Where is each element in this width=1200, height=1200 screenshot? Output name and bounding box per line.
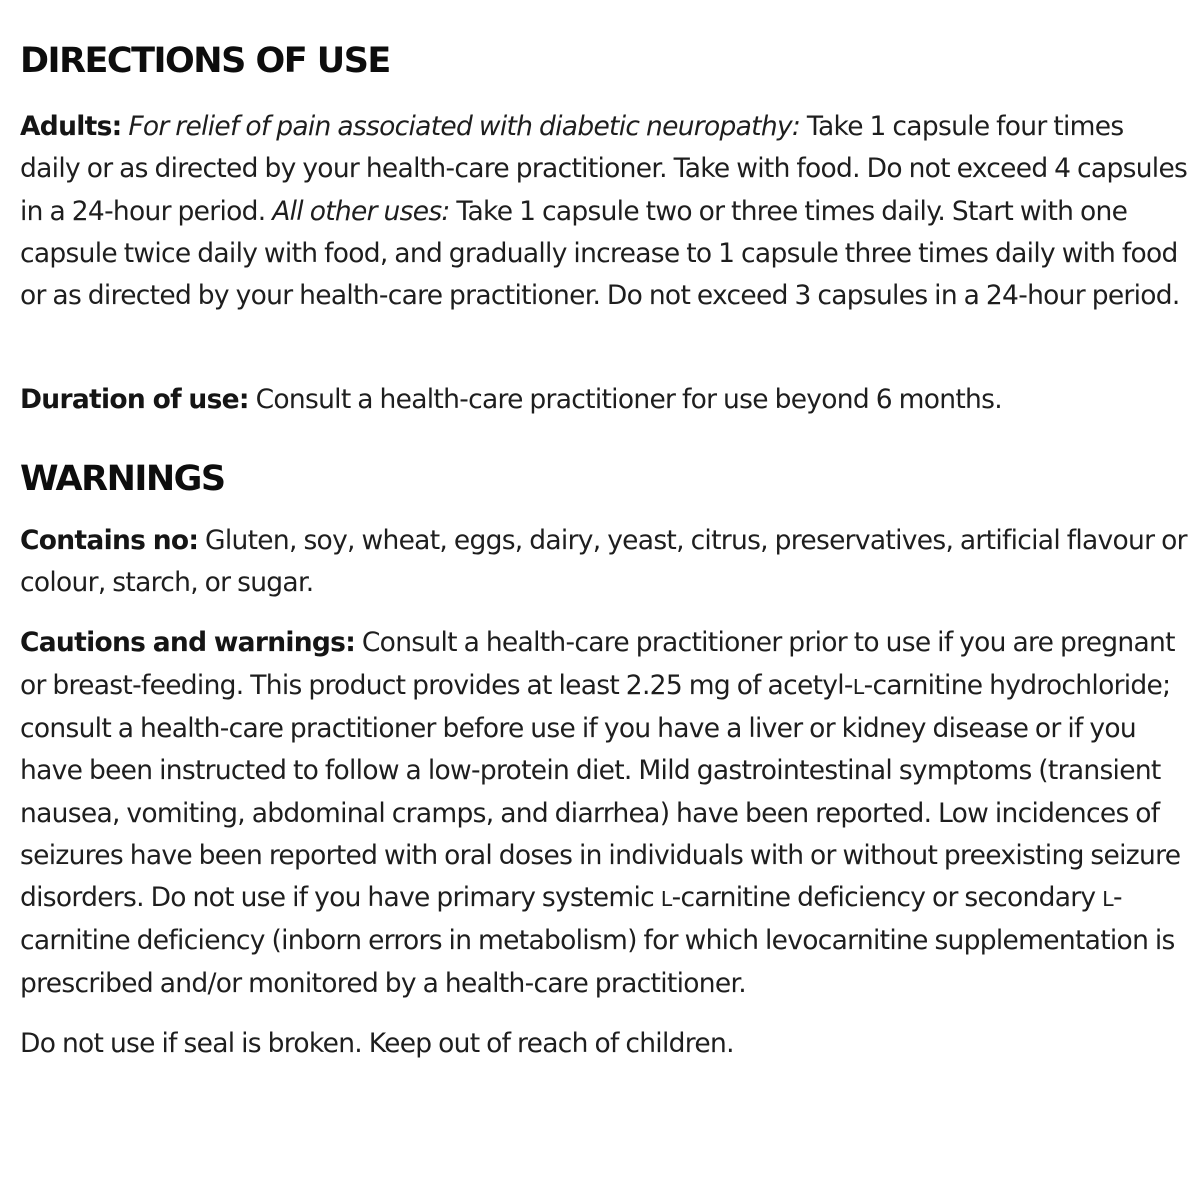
cautions-text-3: -carnitine deficiency or secondary	[671, 882, 1103, 914]
cautions-text-2: -carnitine hydrochloride; consult a health-care practitioner before use if you have a liver or kidney disease or if you have been instructed to follow a low-protein diet. Mild gastrointestinal symptoms (transient nausea, vomiting, abdominal cramps, and diarrhea) have been reported. Low incidences of seizures have been reported with oral doses in individuals with or without preexisting seizure disorders. Do not use if you have primary systemic	[20, 669, 1181, 914]
small-caps-l: L	[660, 887, 672, 912]
duration-paragraph	[20, 379, 1190, 421]
contains-text: Gluten, soy, wheat, eggs, dairy, yeast, citrus, preservatives, artificial flavour or colour, starch, or sugar.	[20, 524, 1187, 599]
adults-text-2: Take 1 capsule two or three times daily. Start with one capsule twice daily with food, and gradually increase to 1 capsule three times daily with food or as directed by your health-care practitioner. Do not exceed 3 capsules in a 24-hour period.	[20, 195, 1180, 312]
adults-condition: For relief of pain associated with diabetic neuropathy:	[128, 111, 801, 142]
adults-paragraph	[20, 106, 1190, 317]
cautions-paragraph	[20, 622, 1190, 1005]
contains-paragraph	[20, 520, 1190, 605]
seal-warning-text: Do not use if seal is broken. Keep out of reach of children.	[20, 1028, 734, 1060]
small-caps-l: L	[1102, 887, 1113, 912]
directions-heading: DIRECTIONS OF USE	[20, 41, 390, 81]
warnings-heading: WARNINGS	[20, 458, 225, 499]
cautions-text-1: Consult a health-care practitioner prior to use if you are pregnant or breast-feeding. This product provides at least 2.25 mg of acetyl-	[20, 627, 1175, 701]
adults-label: Adults:	[20, 111, 122, 142]
contains-label: Contains no:	[20, 524, 199, 556]
cautions-text-4: -carnitine deficiency (inborn errors in metabolism) for which levocarnitine supplementation is prescribed and/or monitored by a health-care practitioner.	[20, 882, 1175, 999]
duration-label: Duration of use:	[20, 384, 249, 416]
duration-text: Consult a health-care practitioner for use beyond 6 months.	[248, 384, 1002, 416]
adults-text-1: Take 1 capsule four times daily or as directed by your health-care practitioner. Take with food. Do not exceed 4 capsules in a 24-hour period.	[20, 111, 1188, 227]
cautions-label: Cautions and warnings:	[20, 627, 356, 659]
other-uses-label: All other uses:	[272, 195, 450, 227]
small-caps-l: L	[852, 674, 864, 699]
